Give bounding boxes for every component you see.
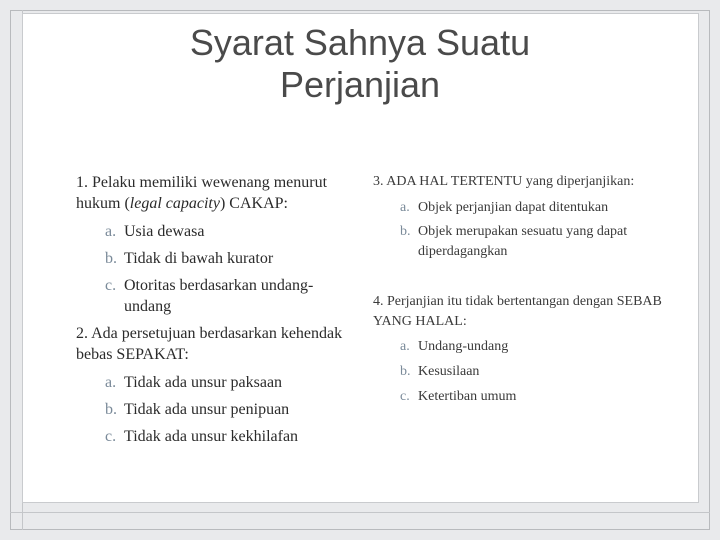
left-column: [76, 172, 356, 447]
list-marker: c.: [105, 428, 117, 445]
list-item: [373, 222, 673, 262]
list-marker: b.: [400, 224, 411, 239]
list-item: [76, 248, 356, 269]
frame-horizontal-line: [10, 512, 710, 513]
list-marker: a.: [400, 339, 410, 354]
title-line-2: Perjanjian: [279, 64, 441, 105]
item-1-text-end: ) CAKAP:: [219, 195, 288, 212]
list-marker: a.: [400, 200, 410, 215]
item-3-heading: 3. ADA HAL TERTENTU yang diperjanjikan:: [373, 174, 635, 189]
list-item-text: Otoritas berdasarkan undang-undang: [124, 277, 314, 315]
list-item: [76, 426, 356, 447]
item-4-heading: 4. Perjanjian itu tidak bertentangan dengan SEBAB YANG HALAL:: [373, 294, 662, 329]
slide-title: [0, 22, 720, 106]
list-item: [76, 372, 356, 393]
list-marker: c.: [105, 277, 117, 294]
item-1-heading: [76, 172, 356, 214]
list-item-text: Ketertiban umum: [418, 389, 517, 404]
list-item-text: Objek perjanjian dapat ditentukan: [418, 200, 609, 215]
list-item-text: Objek merupakan sesuatu yang dapat diperdagangkan: [418, 224, 628, 259]
list-item-text: Usia dewasa: [124, 223, 205, 240]
list-item-text: Undang-undang: [418, 339, 509, 354]
list-item: [373, 362, 673, 382]
list-marker: a.: [105, 223, 117, 240]
list-item: [76, 399, 356, 420]
list-marker: b.: [105, 401, 117, 418]
item-2-heading: 2. Ada persetujuan berdasarkan kehendak bebas SEPAKAT:: [76, 325, 343, 363]
list-marker: b.: [105, 250, 117, 267]
list-item: [373, 198, 673, 218]
list-item-text: Tidak ada unsur kekhilafan: [124, 428, 299, 445]
list-item: [76, 275, 356, 317]
title-line-1: Syarat Sahnya Suatu: [189, 22, 531, 63]
item-1-italic-term: legal capacity: [129, 195, 220, 212]
list-item-text: Tidak ada unsur penipuan: [124, 401, 290, 418]
list-item: [76, 221, 356, 242]
list-marker: b.: [400, 364, 411, 379]
list-item-text: Tidak ada unsur paksaan: [124, 374, 283, 391]
list-item: [373, 387, 673, 407]
list-item-text: Kesusilaan: [418, 364, 480, 379]
item-1-text: 1. Pelaku memiliki wewenang menurut hukum (: [76, 174, 328, 212]
list-item-text: Tidak di bawah kurator: [124, 250, 274, 267]
list-marker: a.: [105, 374, 117, 391]
right-column: [373, 172, 673, 407]
list-item: [373, 337, 673, 357]
list-marker: c.: [400, 389, 410, 404]
